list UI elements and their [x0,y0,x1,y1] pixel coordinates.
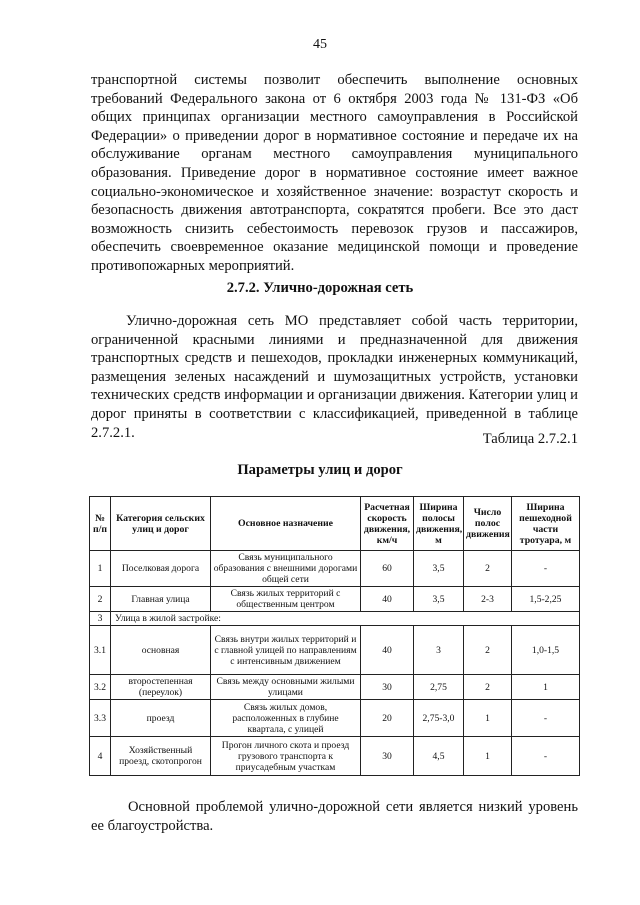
section-paragraph: Улично-дорожная сеть МО представляет собой часть территории, ограниченной красными линиями и предназначенной для движения транспортных средств и пешеходов, прокладки инженерных коммуникаций, размещения зеленых насаждений и шумозащитных устройств, установки технических средств информации и организации движения. Категории улиц и дорог приняты в соответствии с классификацией, приведенной в таблице 2.7.2.1. [91,313,578,441]
section-heading: 2.7.2. Улично-дорожная сеть [226,280,414,296]
cell-purpose: Прогон личного скота и проезд грузового транспорта к приусадебным участкам [211,737,361,776]
closing-paragraph-text: Основной проблемой улично-дорожной сети является низкий уровень ее благоустройства. [91,799,578,834]
cell-lane-width: 4,5 [414,737,464,776]
cell-category: Главная улица [111,587,211,612]
cell-speed: 60 [361,551,414,587]
table-row [90,675,580,700]
cell-purpose: Связь между основными жилыми улицами [211,675,361,700]
table-row [90,737,580,776]
cell-sidewalk: - [512,700,580,737]
cell-lane-width: 2,75-3,0 [414,700,464,737]
intro-paragraph [91,71,578,276]
cell-lanes: 1 [464,737,512,776]
intro-paragraph-text: транспортной системы позволит обеспечить выполнение основных требований Федерального закона от 6 октября 2003 года № 131-ФЗ «Об общих принципах организации местного самоуправления в Российской Федерации» о приведении дорог в нормативное состояние и передаче их на обслуживание органам местного самоуправления муниципального образования. Приведение дорог в нормативное состояние имеет важное социально-экономическое и хозяйственное значение: возрастут скорость и безопасность движения автотранспорта, сократятся пробеги. Все это даст возможность снизить себестоимость перевозок грузов и пассажиров, обеспечить своевременное оказание медицинской помощи и проведение противопожарных мероприятий. [91,72,578,274]
cell-lane-width: 3 [414,626,464,675]
cell-purpose: Связь муниципального образования с внешними дорогами общей сети [211,551,361,587]
table-section-row [90,612,580,626]
header-category: Категория сельских улиц и дорог [111,497,211,551]
page-number: 45 [313,37,327,52]
cell-purpose: Связь жилых домов, расположенных в глубине квартала, с улицей [211,700,361,737]
cell-lane-width: 3,5 [414,587,464,612]
cell-lanes: 2 [464,626,512,675]
cell-num: 3 [90,612,111,626]
cell-sidewalk: 1,5-2,25 [512,587,580,612]
header-purpose: Основное назначение [211,497,361,551]
cell-speed: 40 [361,626,414,675]
header-lane-width: Ширина полосы движения, м [414,497,464,551]
cell-lane-width: 3,5 [414,551,464,587]
cell-sidewalk: 1 [512,675,580,700]
header-num: № п/п [90,497,111,551]
parameters-table [89,496,580,776]
cell-category: Поселковая дорога [111,551,211,587]
cell-speed: 40 [361,587,414,612]
cell-sidewalk: 1,0-1,5 [512,626,580,675]
cell-speed: 30 [361,737,414,776]
table-row [90,700,580,737]
cell-num: 1 [90,551,111,587]
table-row [90,551,580,587]
table-header-row [90,497,580,551]
section-row-label: Улица в жилой застройке: [111,612,580,626]
cell-num: 3.3 [90,700,111,737]
cell-category: проезд [111,700,211,737]
header-lanes: Число полос движения [464,497,512,551]
cell-speed: 20 [361,700,414,737]
cell-lanes: 1 [464,700,512,737]
cell-sidewalk: - [512,737,580,776]
table-title: Параметры улиц и дорог [237,462,403,478]
table-row [90,587,580,612]
cell-speed: 30 [361,675,414,700]
cell-sidewalk: - [512,551,580,587]
closing-paragraph [91,798,578,835]
cell-num: 3.2 [90,675,111,700]
cell-num: 4 [90,737,111,776]
cell-lane-width: 2,75 [414,675,464,700]
cell-category: второстепенная (переулок) [111,675,211,700]
cell-category: Хозяйственный проезд, скотопрогон [111,737,211,776]
cell-num: 2 [90,587,111,612]
cell-purpose: Связь внутри жилых территорий и с главной улицей по направлениям с интенсивным движением [211,626,361,675]
cell-lanes: 2 [464,551,512,587]
cell-lanes: 2 [464,675,512,700]
cell-purpose: Связь жилых территорий с общественным центром [211,587,361,612]
table-row [90,626,580,675]
header-speed: Расчетная скорость движения, км/ч [361,497,414,551]
table-label: Таблица 2.7.2.1 [482,431,578,447]
cell-lanes: 2-3 [464,587,512,612]
cell-category: основная [111,626,211,675]
cell-num: 3.1 [90,626,111,675]
header-sidewalk: Ширина пешеходной части тротуара, м [512,497,580,551]
